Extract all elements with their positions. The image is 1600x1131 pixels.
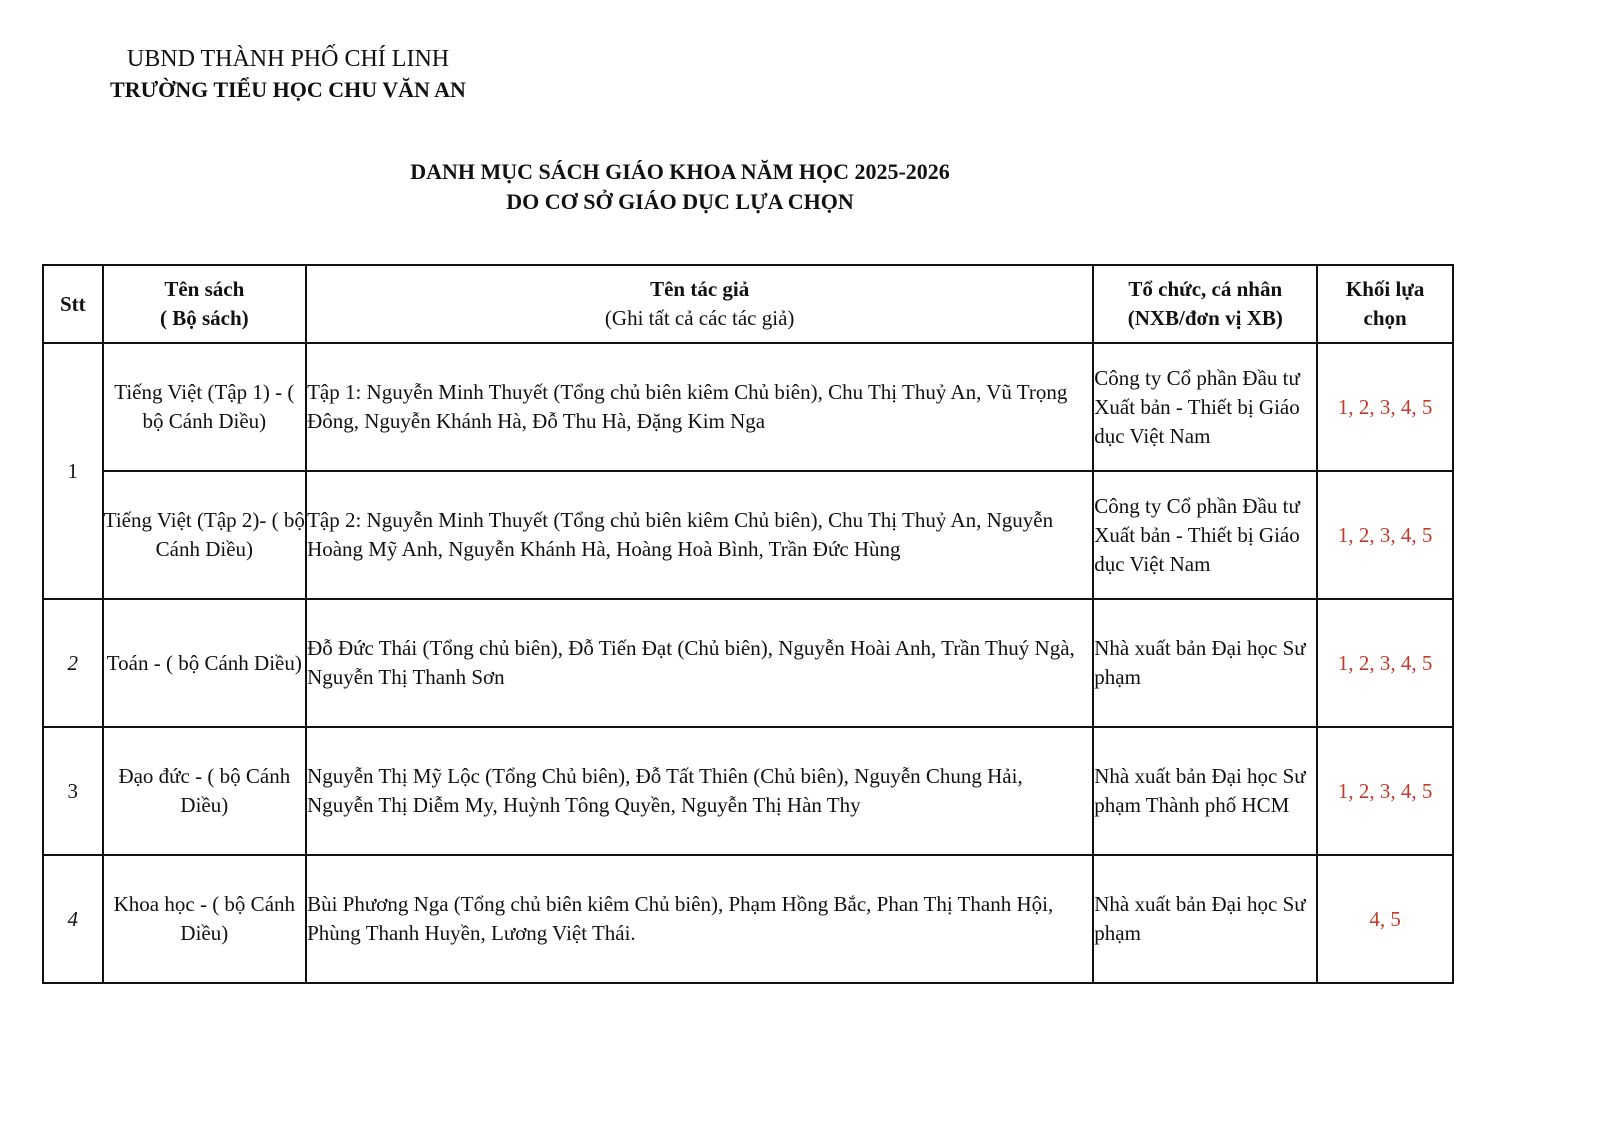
header-grade-line2: chọn [1363,306,1407,330]
row-publisher: Công ty Cổ phần Đầu tư Xuất bản - Thiết bị Giáo dục Việt Nam [1093,471,1317,599]
row-stt: 2 [43,599,103,727]
row-stt: 1 [43,343,103,599]
row-authors: Bùi Phương Nga (Tổng chủ biên kiêm Chủ biên), Phạm Hồng Bắc, Phan Thị Thanh Hội, Phùng Thanh Huyền, Lương Việt Thái. [306,855,1093,983]
row-publisher: Nhà xuất bản Đại học Sư phạm [1093,599,1317,727]
org-name-school: TRƯỜNG TIỂU HỌC CHU VĂN AN [110,77,466,102]
row-publisher: Công ty Cổ phần Đầu tư Xuất bản - Thiết bị Giáo dục Việt Nam [1093,343,1317,471]
table-header-row [43,265,1453,343]
row-publisher: Nhà xuất bản Đại học Sư phạm Thành phố HCM [1093,727,1317,855]
row-book-title: Tiếng Việt (Tập 2)- ( bộ Cánh Diều) [103,471,306,599]
table-row [43,471,1453,599]
row-grades: 1, 2, 3, 4, 5 [1317,727,1453,855]
header-author-line1: Tên tác giả [650,277,750,301]
table-row [43,855,1453,983]
org-name-city: UBND THÀNH PHỐ CHÍ LINH [126,46,450,72]
row-book-title: Tiếng Việt (Tập 1) - ( bộ Cánh Diều) [103,343,306,471]
row-grades: 1, 2, 3, 4, 5 [1317,599,1453,727]
row-book-title: Đạo đức - ( bộ Cánh Diều) [103,727,306,855]
org-header [88,44,488,106]
document-title [0,157,1360,217]
table-row [43,343,1453,471]
document-title-line2: DO CƠ SỞ GIÁO DỤC LỰA CHỌN [506,189,854,214]
table-row [43,599,1453,727]
row-authors: Tập 2: Nguyễn Minh Thuyết (Tổng chủ biên kiêm Chủ biên), Chu Thị Thuỷ An, Nguyễn Hoàng Mỹ Anh, Nguyễn Khánh Hà, Hoàng Hoà Bình, Trần Đức Hùng [306,471,1093,599]
table-row [43,727,1453,855]
header-author [306,265,1093,343]
header-book-line1: Tên sách [164,277,245,301]
row-stt: 4 [43,855,103,983]
header-stt-label: Stt [59,291,86,316]
header-publisher-line1: Tổ chức, cá nhân [1128,277,1283,301]
row-authors: Tập 1: Nguyễn Minh Thuyết (Tổng chủ biên kiêm Chủ biên), Chu Thị Thuỷ An, Vũ Trọng Đông, Nguyễn Khánh Hà, Đỗ Thu Hà, Đặng Kim Nga [306,343,1093,471]
header-publisher [1093,265,1317,343]
textbook-table [42,264,1454,984]
header-book-line2: ( Bộ sách) [159,306,249,330]
document-title-line1: DANH MỤC SÁCH GIÁO KHOA NĂM HỌC 2025-2026 [410,159,950,184]
header-stt [43,265,103,343]
row-grades: 4, 5 [1317,855,1453,983]
header-grade-line1: Khối lựa [1345,277,1425,301]
header-author-line2: (Ghi tất cả các tác giả) [604,306,795,330]
header-book [103,265,306,343]
row-authors: Đỗ Đức Thái (Tổng chủ biên), Đỗ Tiến Đạt (Chủ biên), Nguyễn Hoài Anh, Trần Thuý Ngà, Nguyễn Thị Thanh Sơn [306,599,1093,727]
row-book-title: Toán - ( bộ Cánh Diều) [103,599,306,727]
row-stt: 3 [43,727,103,855]
row-grades: 1, 2, 3, 4, 5 [1317,471,1453,599]
row-publisher: Nhà xuất bản Đại học Sư phạm [1093,855,1317,983]
header-grade [1317,265,1453,343]
row-grades: 1, 2, 3, 4, 5 [1317,343,1453,471]
row-authors: Nguyễn Thị Mỹ Lộc (Tổng Chủ biên), Đỗ Tất Thiên (Chủ biên), Nguyễn Chung Hải, Nguyễn Thị Diễm My, Huỳnh Tông Quyền, Nguyễn Thị Hàn Thy [306,727,1093,855]
header-publisher-line2: (NXB/đơn vị XB) [1127,306,1283,330]
row-book-title: Khoa học - ( bộ Cánh Diều) [103,855,306,983]
